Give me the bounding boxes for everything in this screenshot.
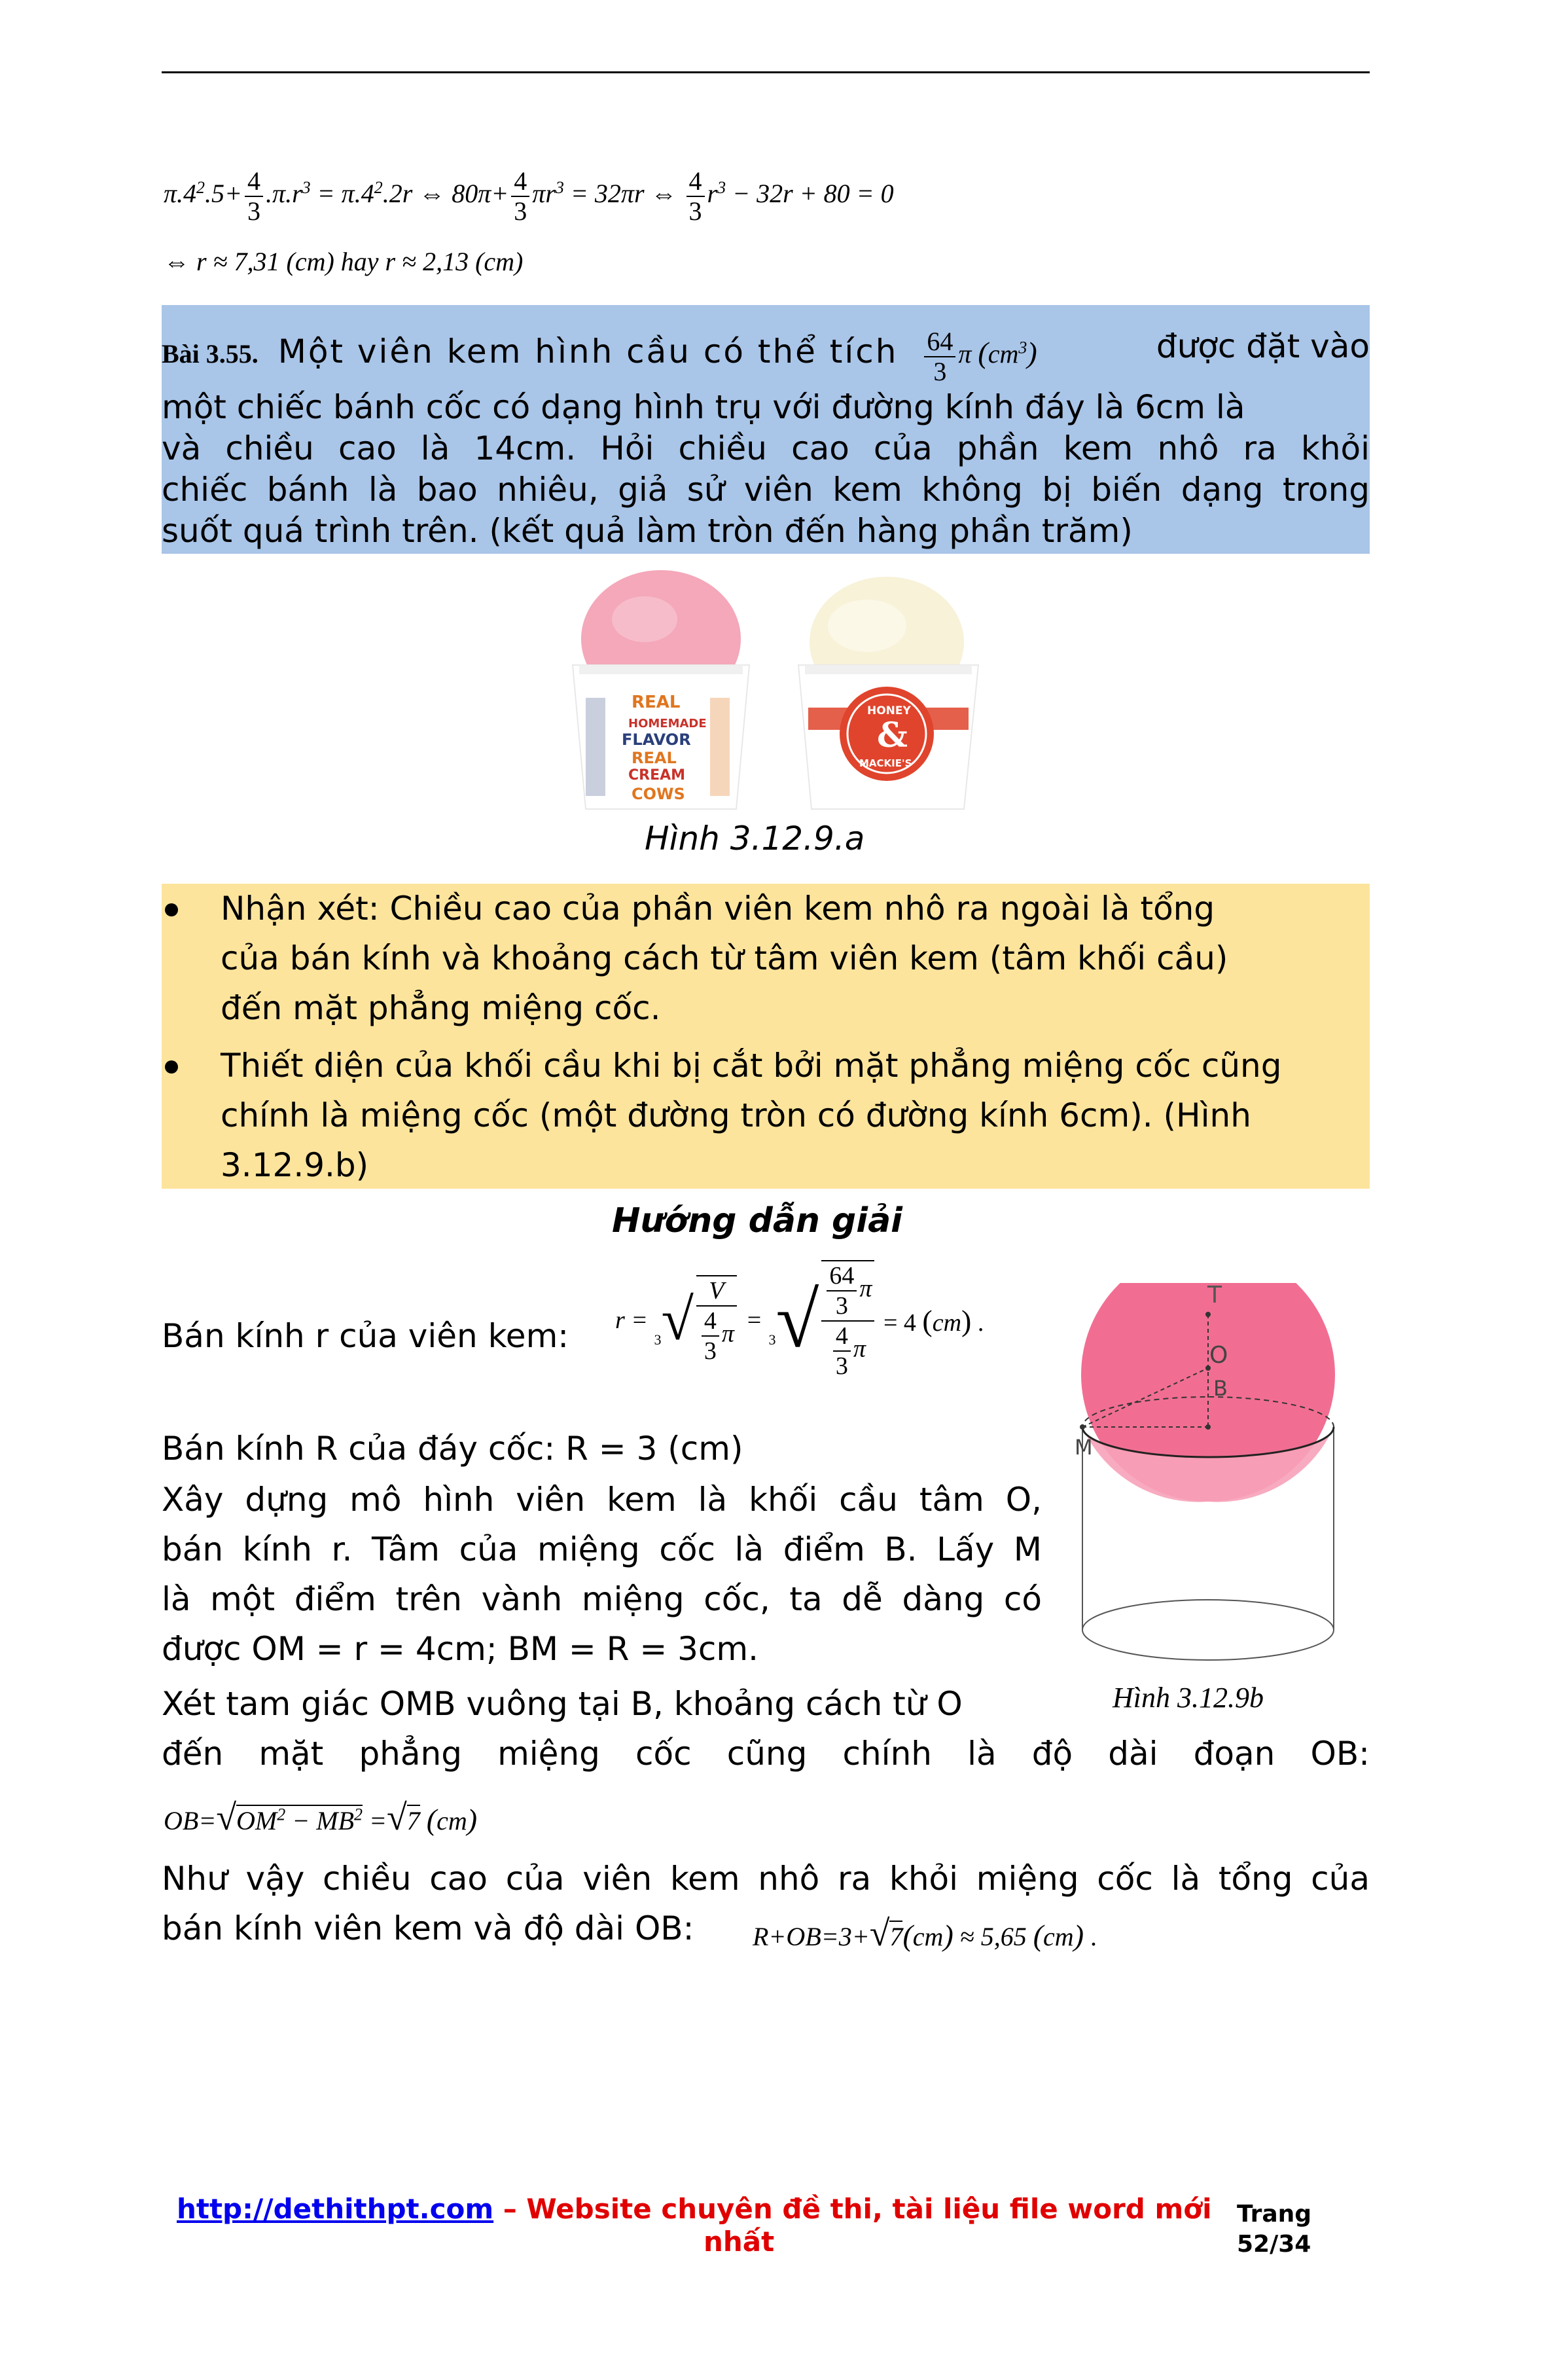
top-equation-line2: ⇔ r ≈ 7,31 (cm) hay r ≈ 2,13 (cm) [164,247,524,276]
problem-line5: suốt quá trình trên. (kết quả làm tròn đến hàng phần trăm) [162,512,1133,550]
problem-line2: một chiếc bánh cốc có dạng hình trụ với đường kính đáy là 6cm là [162,388,1245,426]
problem-line3: và chiều cao là 14cm. Hỏi chiều cao của phần kem nhô ra khỏi [162,429,1370,467]
top-equation-line1: $\pi.4^2.5+$ $\frac{4}{3}$ $.\pi.r^3 = \pi.4^2.2r$ ⇔ 80π+ $\frac{4}{3}$ $\pi r^3 = 32\pi r$ ⇔ $\frac{4}{3}$ $r^3 - 32r + 80 = 0$ [164,166,894,226]
cup1-text-cream: CREAM [628,767,686,784]
note-2-line3: 3.12.9.b) [221,1146,369,1184]
cup1-text-homemade: HOMEMADE [628,717,707,731]
note-1-line3: đến mặt phẳng miệng cốc. [221,989,661,1027]
conclusion-line1: Như vậy chiều cao của viên kem nhô ra khỏi miệng cốc là tổng của [162,1860,1370,1898]
label-M: M [1075,1435,1093,1460]
cylinder-bottom [1082,1600,1334,1660]
conclusion-line2: bán kính viên kem và độ dài OB: [162,1909,694,1947]
label-B: B [1213,1376,1228,1401]
cup2-text-amp: & [877,715,908,755]
model-line-2: bán kính r. Tâm của miệng cốc là điểm B. Lấy M [162,1530,1042,1568]
note-1-line1: Nhận xét: Chiều cao của phần viên kem nhô ra ngoài là tổng [221,890,1215,928]
footer-page-number: 52/34 [1237,2231,1311,2258]
problem-label: Bài 3.55. [162,339,258,369]
note-2 [221,1041,1366,1190]
footer-website-link[interactable]: http://dethithpt.com [177,2193,494,2225]
cup1-text-real2: REAL [632,749,677,767]
bullet-dot-1 [165,903,178,916]
model-line-3: là một điểm trên vành miệng cốc, ta dễ dàng có [162,1580,1042,1618]
label-T: T [1207,1283,1222,1309]
photo-caption: Hình 3.12.9.a [645,820,865,858]
model-line-4: được OM = r = 4cm; BM = R = 3cm. [162,1630,759,1668]
cup1-text-real: REAL [632,693,681,712]
footer-page [1237,2199,1311,2260]
cup2-text-mackies: MACKIE'S [859,757,912,769]
footer-page-label: Trang [1237,2201,1312,2228]
footer-line1 [177,2193,1211,2225]
model-line-1: Xây dựng mô hình viên kem là khối cầu tâm O, [162,1481,1042,1519]
problem-line4: chiếc bánh là bao nhiêu, giả sử viên kem không bị biến dạng trong [162,471,1370,509]
cup1-text-cows: COWS [632,785,685,803]
model-line-5: Xét tam giác OMB vuông tại B, khoảng cách từ O [162,1685,963,1723]
problem-text-end: được đặt vào [1156,327,1370,365]
figure-3-12-9b [1073,1283,1348,1676]
footer-text2: nhất [704,2226,775,2258]
label-O: O [1209,1342,1228,1369]
bullet-dot-2 [165,1060,178,1074]
radius-r-label: Bán kính r của viên kem: [162,1317,569,1355]
note-2-line2: chính là miệng cốc (một đường tròn có đường kính 6cm). (Hình [221,1096,1251,1134]
cup2-text-honey: HONEY [867,704,911,717]
radius-r-formula: r = 3√ V $\frac{4}{3}$ π = 3√ $\frac{64}{3}$ π $\frac{4}{3}$ π = 4 (cm) . [615,1260,984,1381]
header-rule [162,71,1370,73]
radius-R: Bán kính R của đáy cốc: R = 3 (cm) [162,1430,743,1468]
ob-line: đến mặt phẳng miệng cốc cũng chính là độ dài đoạn OB: [162,1735,1370,1773]
note-2-line1: Thiết diện của khối cầu khi bị cắt bởi mặt phẳng miệng cốc cũng [221,1047,1282,1085]
solution-heading: Hướng dẫn giải [612,1201,903,1240]
ice-cream-photo [560,567,995,816]
footer-text: – Website chuyên đề thi, tài liệu file word mới [493,2193,1212,2225]
ob-formula: $OB=√OM^2 - MB^2 =√7$ (cm) [164,1797,478,1838]
conclusion-formula: R+OB=3+√7(cm) ≈ 5,65 (cm) . [753,1913,1097,1954]
note-1-line2: của bán kính và khoảng cách từ tâm viên kem (tâm khối cầu) [221,939,1228,977]
note-1 [221,884,1366,1033]
problem-text-start: Một viên kem hình cầu có thể tích [277,333,899,371]
problem-volume: $\frac{64}{3}$ π $(cm^3)$ [921,339,1037,369]
cup1-text-flavor: FLAVOR [622,731,691,749]
figure-b-caption: Hình 3.12.9b [1113,1682,1264,1714]
